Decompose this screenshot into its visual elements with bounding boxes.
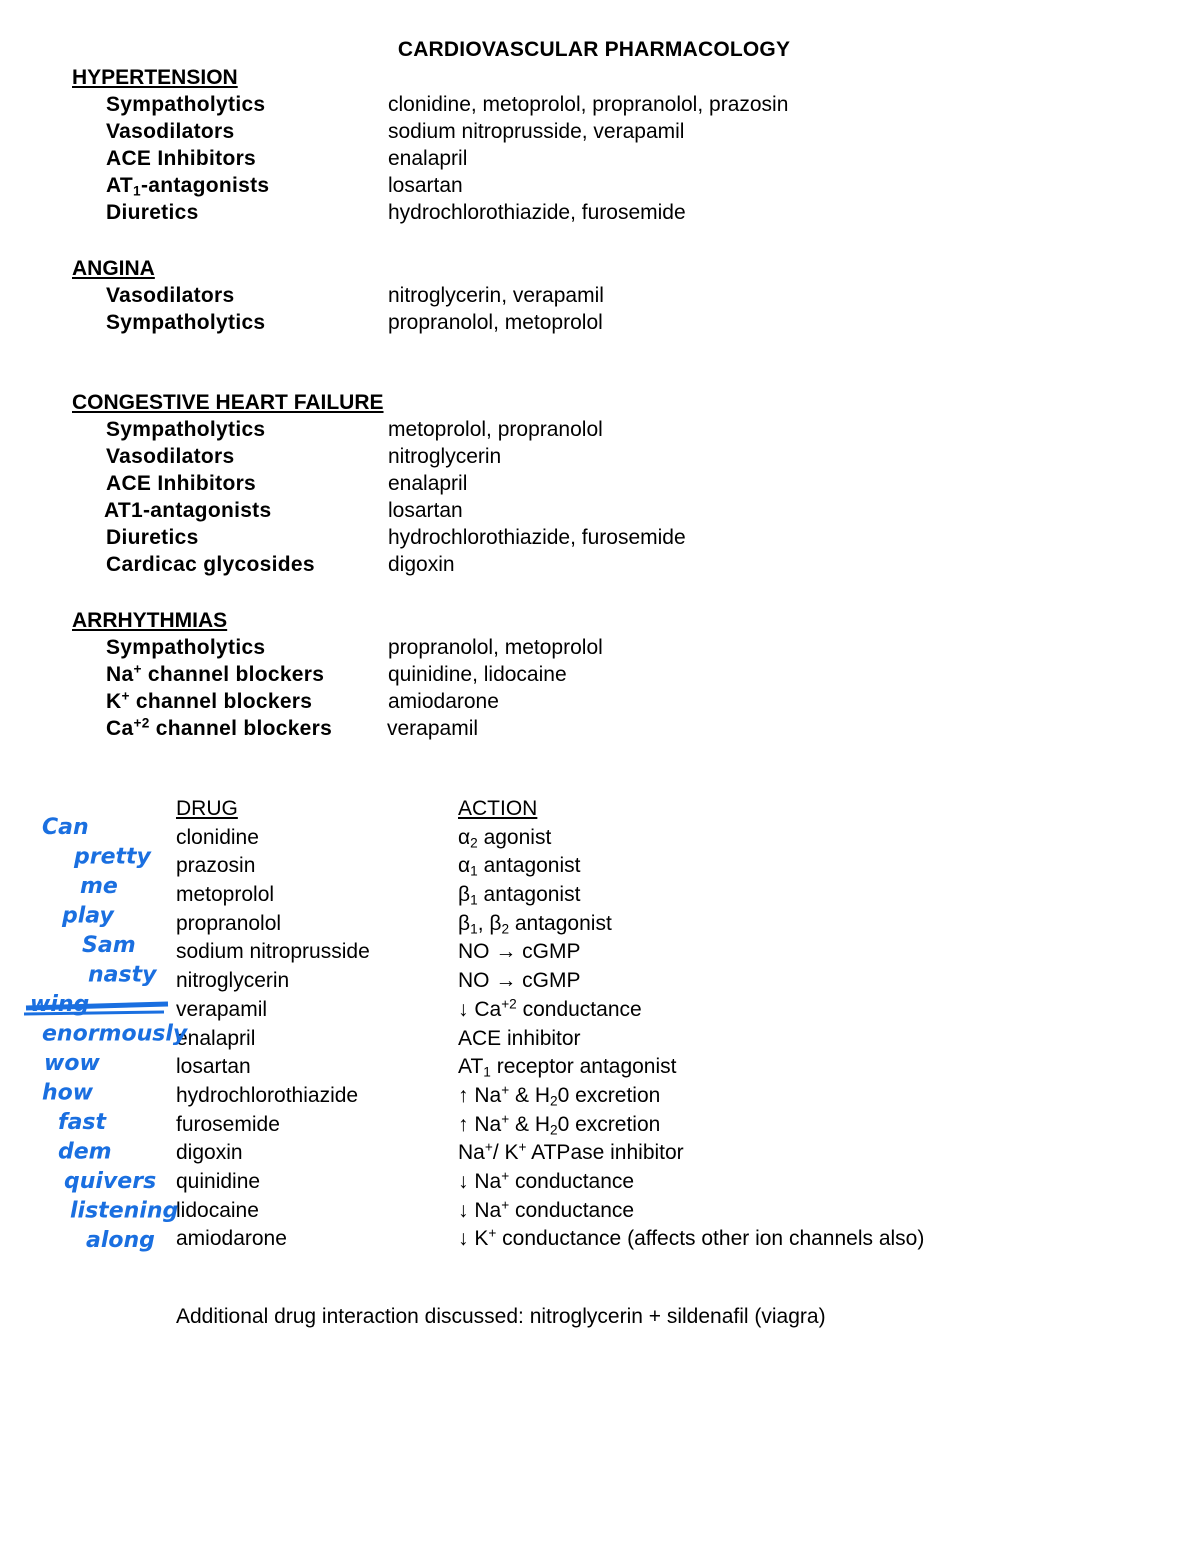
section-heading: ANGINA (72, 257, 155, 280)
handwritten-word: how (42, 1080, 94, 1106)
drug-class: $AT_1$-antagonists (106, 174, 270, 199)
section-angina (72, 255, 972, 336)
drug-action: $\beta_1$, $\beta_2$ antagonist (458, 911, 612, 937)
drug-name: sodium nitroprusside (176, 940, 370, 964)
class-row (72, 309, 972, 336)
drug-list: metoprolol, propranolol (388, 418, 603, 441)
drug-class: Sympatholytics (106, 311, 266, 334)
drug-class: Sympatholytics (106, 418, 266, 441)
class-row (72, 172, 972, 199)
drug-class: Cardicac glycosides (106, 553, 315, 576)
class-row (72, 199, 972, 226)
drug-class: Na+ channel blockers (106, 661, 325, 686)
drug-class: AT1-antagonists (104, 499, 272, 522)
drug-name: verapamil (176, 997, 268, 1021)
handwritten-word: Sam (82, 933, 136, 958)
table-row (176, 1111, 1176, 1140)
drug-action: ↑ Na+ & $H_20$ excretion (458, 1082, 661, 1109)
drug-action: $AT_1$ receptor antagonist (458, 1055, 677, 1080)
section-arrhythmias (72, 607, 972, 742)
drug-list: nitroglycerin, verapamil (388, 284, 604, 307)
drug-class: Vasodilators (106, 120, 235, 143)
table-row (176, 910, 1176, 939)
handwritten-word: fast (58, 1110, 107, 1135)
table-row (176, 1082, 1176, 1111)
action-column-header: ACTION (458, 797, 538, 820)
table-row (176, 852, 1176, 881)
drug-class: Diuretics (106, 201, 199, 224)
handwritten-word: me (80, 874, 118, 899)
drug-list: hydrochlorothiazide, furosemide (388, 201, 686, 224)
drug-action: $\alpha_1$ antagonist (458, 854, 581, 879)
table-body (176, 824, 1176, 1254)
drug-list: amiodarone (388, 690, 499, 713)
handwritten-word: quivers (64, 1169, 157, 1194)
section-heading: CONGESTIVE HEART FAILURE (72, 391, 384, 414)
drug-list: enalapril (388, 472, 468, 495)
drug-list: verapamil (387, 717, 479, 740)
handwritten-word: play (62, 903, 114, 929)
drug-action: Na+/ K+ ATPase inhibitor (458, 1139, 684, 1165)
table-row (176, 967, 1176, 996)
handwritten-word: Can (42, 815, 89, 840)
table-row (176, 1025, 1176, 1054)
class-row (72, 688, 972, 715)
table-row (176, 938, 1176, 967)
drug-name: prazosin (176, 854, 256, 878)
drug-list: nitroglycerin (388, 445, 502, 468)
drug-name: losartan (176, 1055, 251, 1079)
class-row (72, 416, 972, 443)
section-heading: ARRHYTHMIAS (72, 609, 228, 632)
handwritten-word: wing (30, 992, 90, 1017)
drug-list: quinidine, lidocaine (388, 663, 567, 686)
drug-name: clonidine (176, 825, 259, 849)
table-row (176, 1168, 1176, 1197)
drug-action: ↓ Na+ conductance (458, 1168, 635, 1193)
class-row (72, 497, 972, 524)
drug-action-table (176, 795, 1176, 1254)
drug-class: ACE Inhibitors (106, 147, 257, 170)
drug-class: K+ channel blockers (106, 688, 313, 713)
handwritten-word: along (86, 1228, 155, 1253)
drug-class: ACE Inhibitors (106, 472, 257, 495)
class-row (72, 524, 972, 551)
drug-name: furosemide (176, 1112, 280, 1136)
drug-action: NO → cGMP (458, 940, 581, 964)
handwritten-word: enormously (42, 1021, 188, 1047)
table-header-row (176, 795, 1176, 824)
drug-list: clonidine, metoprolol, propranolol, prazosin (388, 93, 789, 116)
drug-class: Vasodilators (106, 284, 235, 307)
table-row (176, 1225, 1176, 1254)
handwritten-word: listening (70, 1198, 179, 1224)
drug-name: propranolol (176, 911, 282, 935)
drug-list: losartan (388, 174, 463, 197)
drug-name: enalapril (176, 1026, 256, 1050)
drug-action: ACE inhibitor (458, 1026, 581, 1050)
handwritten-word: dem (58, 1139, 112, 1165)
section-congestive-heart-failure (72, 389, 972, 578)
drug-class: Diuretics (106, 526, 199, 549)
drug-name: quinidine (176, 1169, 261, 1193)
class-row (72, 551, 972, 578)
class-row (72, 634, 972, 661)
drug-action: NO → cGMP (458, 969, 581, 993)
table-row (176, 996, 1176, 1025)
class-row (72, 470, 972, 497)
handwritten-word: pretty (74, 844, 151, 870)
drug-class: Sympatholytics (106, 93, 266, 116)
drug-class: $Ca^{+2}$ channel blockers (106, 715, 333, 740)
drug-column-header: DRUG (176, 797, 238, 820)
table-row (176, 881, 1176, 910)
drug-action: ↓ $Ca^{+2}$ conductance (458, 996, 642, 1021)
class-row (72, 118, 972, 145)
drug-name: lidocaine (176, 1198, 259, 1222)
drug-list: digoxin (388, 553, 455, 576)
handwritten-word: nasty (88, 962, 157, 988)
class-row (72, 145, 972, 172)
class-row (72, 282, 972, 309)
drug-list: propranolol, metoprolol (388, 311, 603, 334)
drug-list: sodium nitroprusside, verapamil (388, 120, 685, 143)
table-row (176, 1197, 1176, 1226)
drug-action: ↓ Na+ conductance (458, 1197, 635, 1222)
drug-list: losartan (388, 499, 463, 522)
drug-list: hydrochlorothiazide, furosemide (388, 526, 686, 549)
interaction-note: Additional drug interaction discussed: nitroglycerin + sildenafil (viagra) (176, 1305, 826, 1328)
handwritten-annotation (18, 808, 193, 1278)
drug-action: $\alpha_2$ agonist (458, 825, 552, 851)
drug-name: metoprolol (176, 883, 275, 907)
document-title: CARDIOVASCULAR PHARMACOLOGY (397, 38, 791, 61)
drug-list: propranolol, metoprolol (388, 636, 603, 659)
class-row (72, 443, 972, 470)
handwritten-word: wow (44, 1051, 100, 1076)
drug-action: $\beta_1$ antagonist (458, 883, 581, 908)
table-row (176, 824, 1176, 853)
drug-name: hydrochlorothiazide (176, 1083, 359, 1107)
section-hypertension (72, 64, 972, 226)
drug-name: nitroglycerin (176, 969, 290, 993)
class-row (72, 661, 972, 688)
table-row (176, 1053, 1176, 1082)
drug-list: enalapril (388, 147, 468, 170)
drug-action: ↑ Na+ & $H_20$ excretion (458, 1111, 661, 1137)
section-heading: HYPERTENSION (72, 66, 238, 89)
class-row (72, 715, 972, 742)
drug-name: digoxin (176, 1141, 243, 1165)
drug-class: Vasodilators (106, 445, 235, 468)
drug-name: amiodarone (176, 1227, 287, 1251)
table-row (176, 1139, 1176, 1168)
drug-class: Sympatholytics (106, 636, 266, 659)
drug-action: ↓ K+ conductance (affects other ion channels also) (458, 1225, 925, 1251)
class-row (72, 91, 972, 118)
